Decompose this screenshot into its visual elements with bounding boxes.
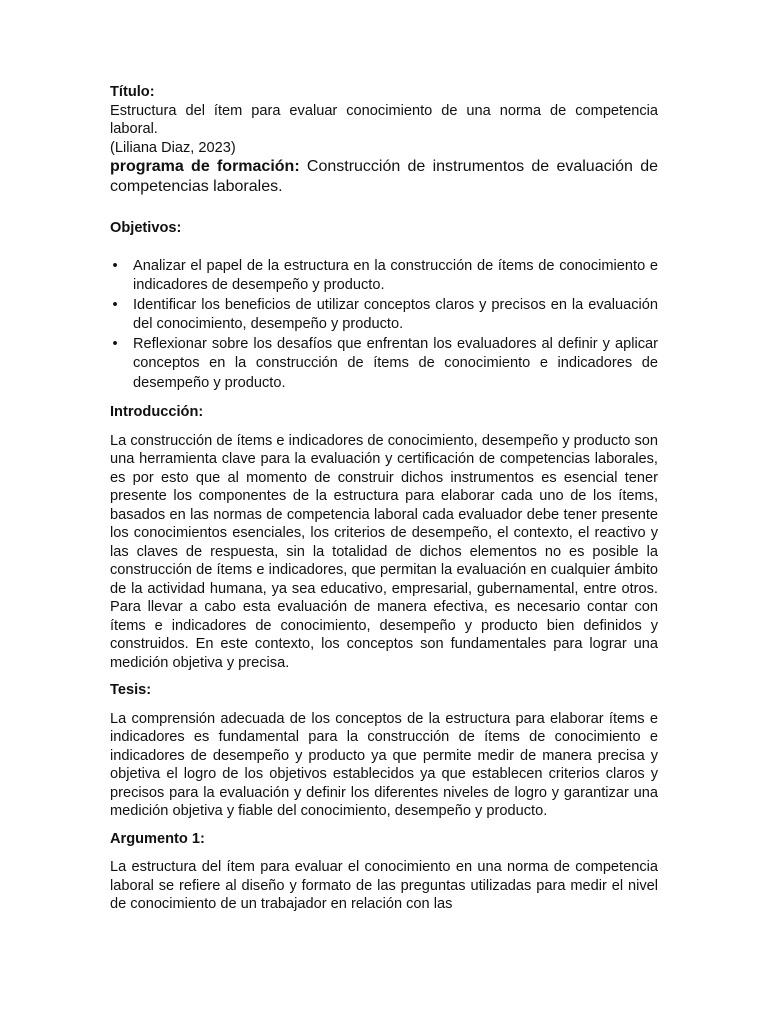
list-item — [110, 296, 658, 335]
document-title: Estructura del ítem para evaluar conocimiento de una norma de competencia laboral. — [110, 102, 658, 137]
bullet-icon: • — [112, 335, 118, 352]
objective-text: Reflexionar sobre los desafíos que enfrentan los evaluadores al definir y aplicar conceptos en la construcción de ítems de conocimiento e indicadores de desempeño y producto. — [133, 335, 658, 391]
argument-1-text: La estructura del ítem para evaluar el conocimiento en una norma de competencia laboral se refiere al diseño y formato de las preguntas utilizadas para medir el nivel de conocimiento de un trabajador en relación con las — [110, 859, 658, 912]
argument-1-heading: Argumento 1: — [110, 830, 205, 847]
introduction-text: La construcción de ítems e indicadores de conocimiento, desempeño y producto son una herramienta clave para la evaluación y certificación de competencias laborales, es por esto que al momento de construir dichos instrumentos es esencial tener presente los componentes de la estructura para elaborar cada uno de los ítems, basados en las normas de competencia laboral cada evaluador debe tener presente los conocimientos esenciales, los criterios de desempeño, el contexto, el reactivo y las claves de respuesta, sin la totalidad de dichos elementos no es posible la construcción de ítems e indicadores, que permitan la evaluación en cualquier ámbito de la actividad humana, ya sea educativo, empresarial, gubernamental, entre otros. Para llevar a cabo esta evaluación de manera efectiva, es necesario contar con ítems e indicadores de conocimiento, desempeño y producto bien definidos y construidos. En este contexto, los conceptos son fundamentales para lograr una medición objetiva y precisa. — [110, 432, 658, 671]
program-label: programa de formación: — [110, 158, 300, 175]
introduction-heading: Introducción: — [110, 404, 204, 420]
title-label: Título: — [110, 84, 155, 100]
program-line — [110, 157, 658, 197]
objective-text: Analizar el papel de la estructura en la construcción de ítems de conocimiento e indicadores de desempeño y producto. — [133, 257, 658, 293]
bullet-icon: • — [112, 257, 118, 274]
thesis-text: La comprensión adecuada de los conceptos de la estructura para elaborar ítems e indicadores es fundamental para la construcción de ítems de conocimiento e indicadores de desempeño y producto ya que permite medir de manera precisa y objetiva el logro de los objetivos establecidos ya que establecen criterios claros y precisos para la evaluación y definir los diferentes niveles de logro y garantizar una medición objetiva y fiable del conocimiento, desempeño y producto. — [110, 710, 658, 819]
objective-text: Identificar los beneficios de utilizar conceptos claros y precisos en la evaluación del conocimiento, desempeño y producto. — [133, 296, 658, 332]
list-item — [110, 257, 658, 296]
thesis-heading: Tesis: — [110, 682, 152, 698]
objectives-list — [110, 257, 658, 394]
author-citation: (Liliana Diaz, 2023) — [110, 139, 236, 156]
list-item — [110, 335, 658, 394]
objectives-heading: Objetivos: — [110, 220, 182, 236]
bullet-icon: • — [112, 296, 118, 313]
program-text: Construcción de instrumentos de evaluación de competencias laborales. — [110, 158, 658, 195]
